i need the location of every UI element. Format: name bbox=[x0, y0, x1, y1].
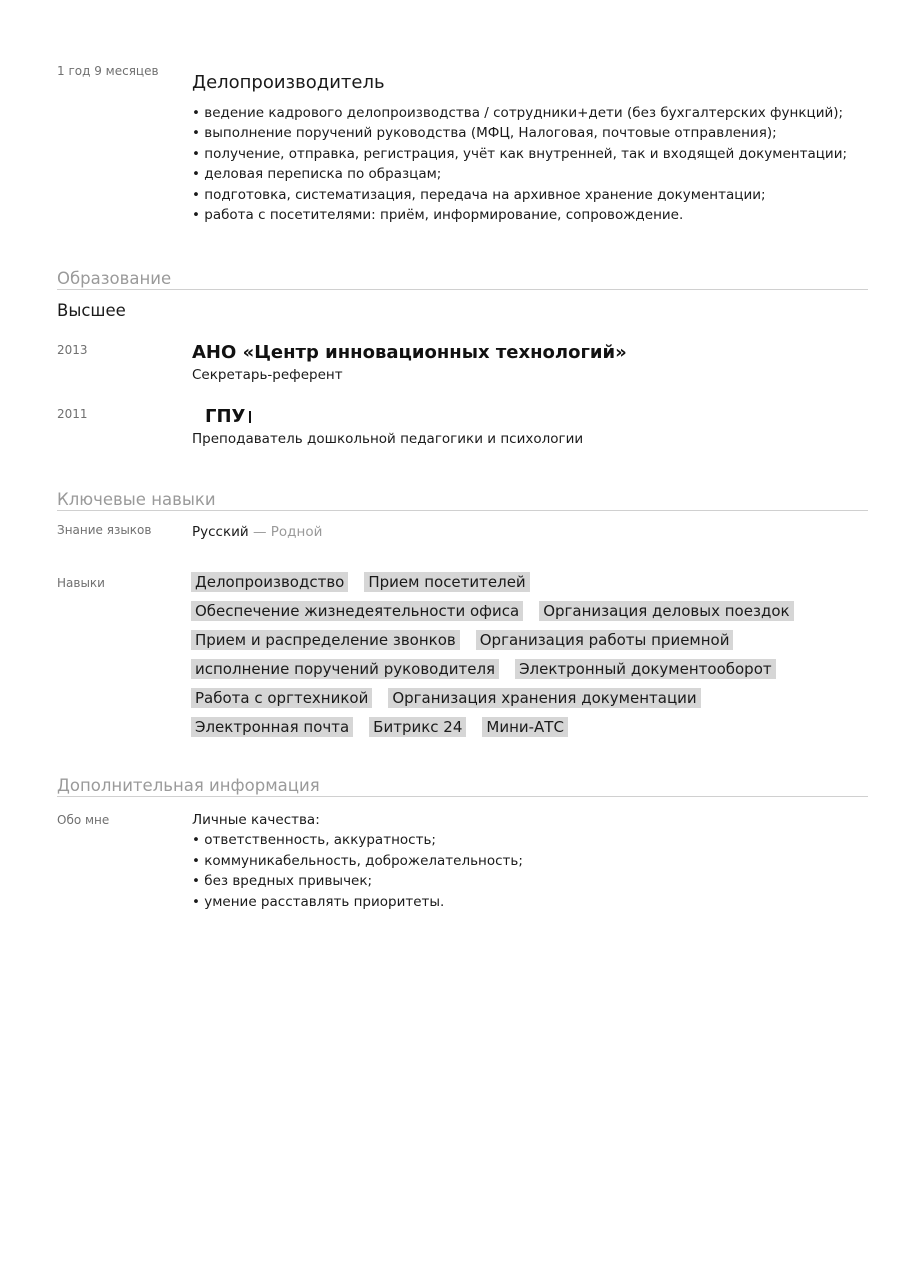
about-label: Обо мне bbox=[57, 813, 110, 827]
skills-label: Навыки bbox=[57, 576, 105, 590]
duty-item: • деловая переписка по образцам; bbox=[192, 166, 442, 183]
institution-name: АНО «Центр инновационных технологий» bbox=[192, 342, 627, 363]
skill-tag: Организация деловых поездок bbox=[539, 601, 793, 621]
duty-item: • выполнение поручений руководства (МФЦ, Налоговая, почтовые отправления); bbox=[192, 125, 777, 142]
duty-item: • получение, отправка, регистрация, учёт как внутренней, так и входящей документации; bbox=[192, 145, 848, 162]
institution-specialty: Преподаватель дошкольной педагогики и психологии bbox=[192, 431, 584, 447]
quality-item: • без вредных привычек; bbox=[192, 873, 373, 890]
education-item bbox=[192, 342, 882, 383]
skill-row bbox=[191, 630, 831, 659]
skill-row bbox=[191, 572, 831, 601]
skill-tag: Прием посетителей bbox=[364, 572, 529, 592]
duty-item: • подготовка, систематизация, передача на архивное хранение документации; bbox=[192, 186, 766, 203]
skill-row bbox=[191, 688, 831, 717]
education-section-title: Образование bbox=[57, 269, 868, 290]
quality-item: • ответственность, аккуратность; bbox=[192, 832, 436, 849]
experience-duration: 1 год 9 месяцев bbox=[57, 64, 159, 78]
skill-tag: Работа с оргтехникой bbox=[191, 688, 372, 708]
education-item bbox=[192, 406, 882, 447]
skill-tag: Мини-АТС bbox=[482, 717, 568, 737]
language-level: Родной bbox=[270, 524, 323, 540]
redaction-mark bbox=[249, 411, 251, 423]
skill-tag: Обеспечение жизнедеятельности офиса bbox=[191, 601, 523, 621]
about-block bbox=[192, 810, 882, 912]
quality-item: • умение расставлять приоритеты. bbox=[192, 893, 445, 910]
job-position: Делопроизводитель bbox=[192, 72, 385, 93]
skill-tag: Электронная почта bbox=[191, 717, 353, 737]
education-level: Высшее bbox=[57, 301, 126, 320]
institution-specialty: Секретарь-референт bbox=[192, 367, 343, 383]
language-name: Русский bbox=[192, 524, 249, 540]
duties-list bbox=[192, 103, 882, 225]
skill-row bbox=[191, 717, 831, 746]
duty-item: • ведение кадрового делопроизводства / сотрудники+дети (без бухгалтерских функций); bbox=[192, 105, 844, 121]
skill-row bbox=[191, 659, 831, 688]
experience-block bbox=[192, 72, 882, 225]
skills-section-title: Ключевые навыки bbox=[57, 490, 868, 511]
duty-item: • работа с посетителями: приём, информирование, сопровождение. bbox=[192, 207, 684, 224]
skill-tag: Делопроизводство bbox=[191, 572, 348, 592]
skill-tag: Битрикс 24 bbox=[369, 717, 466, 737]
about-heading: Личные качества: bbox=[192, 812, 320, 828]
languages-label: Знание языков bbox=[57, 523, 152, 537]
skill-row bbox=[191, 601, 831, 630]
additional-section-title: Дополнительная информация bbox=[57, 776, 868, 797]
skill-tag: исполнение поручений руководителя bbox=[191, 659, 499, 679]
skill-tag: Электронный документооборот bbox=[515, 659, 776, 679]
education-year: 2011 bbox=[57, 407, 88, 421]
skill-tag: Организация хранения документации bbox=[388, 688, 700, 708]
language-separator: — bbox=[248, 524, 271, 540]
education-year: 2013 bbox=[57, 343, 88, 357]
quality-item: • коммуникабельность, доброжелательность; bbox=[192, 852, 523, 869]
skills-list bbox=[191, 572, 831, 746]
language-line bbox=[192, 524, 882, 540]
institution-name: ГПУ bbox=[192, 406, 882, 427]
skill-tag: Организация работы приемной bbox=[476, 630, 734, 650]
skill-tag: Прием и распределение звонков bbox=[191, 630, 460, 650]
